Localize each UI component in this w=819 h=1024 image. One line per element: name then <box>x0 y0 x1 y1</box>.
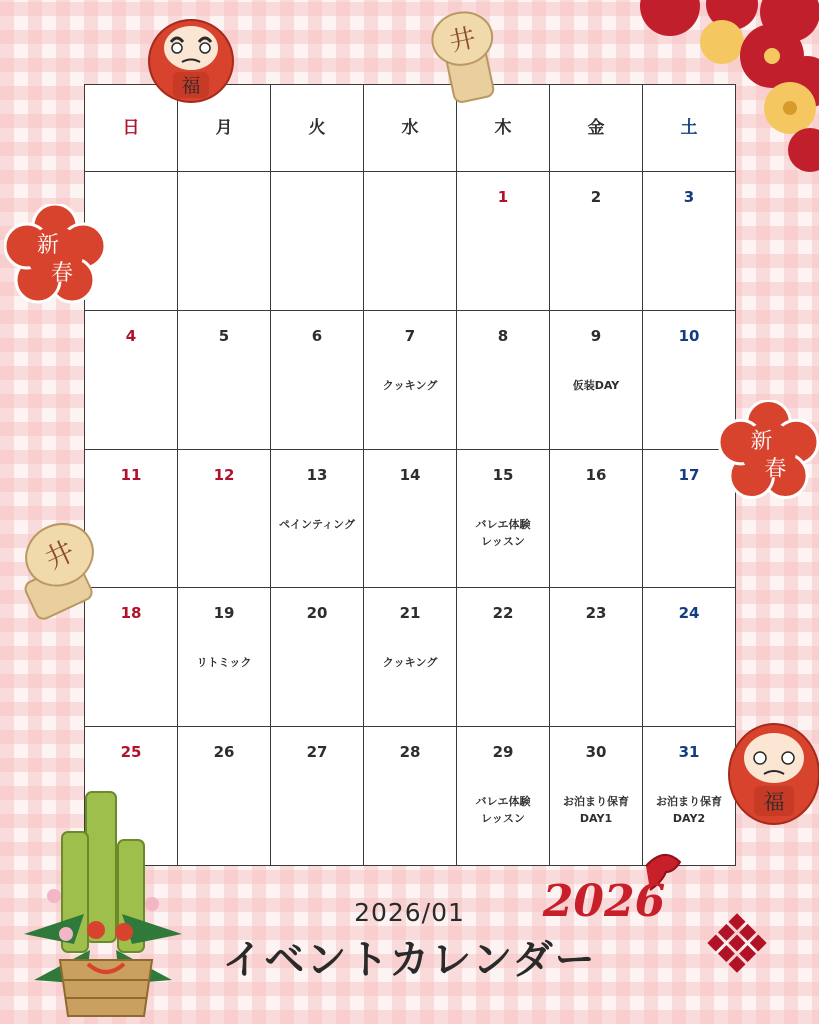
svg-text:新: 新 <box>750 429 773 455</box>
day-cell <box>178 311 271 450</box>
day-number: 3 <box>683 188 695 206</box>
event-label: クッキング <box>382 656 438 670</box>
shinshun-badge-icon <box>718 400 819 500</box>
day-number: 31 <box>678 743 700 762</box>
day-number: 24 <box>678 604 700 623</box>
day-number: 11 <box>120 465 142 484</box>
svg-text:福: 福 <box>763 790 785 814</box>
day-cell <box>550 450 643 589</box>
day-cell <box>457 450 550 589</box>
shinshun-badge-icon <box>4 204 106 304</box>
fan-decoration-icon <box>640 0 819 172</box>
event-label: ペインティング <box>279 517 355 531</box>
day-number: 6 <box>311 326 323 345</box>
day-number: 25 <box>120 743 142 762</box>
svg-text:新: 新 <box>36 233 60 258</box>
day-number: 2 <box>590 188 602 206</box>
day-cell <box>271 450 364 589</box>
weekday-header: 日 <box>85 85 178 172</box>
day-cell <box>364 450 457 589</box>
horse-2026-icon <box>534 846 692 934</box>
day-number: 30 <box>585 743 607 762</box>
day-cell <box>457 588 550 727</box>
svg-text:井: 井 <box>40 534 80 577</box>
day-number: 29 <box>492 743 514 762</box>
day-number: 22 <box>492 604 514 623</box>
event-label: リトミック <box>196 656 252 670</box>
day-number: 16 <box>585 465 607 484</box>
day-number: 9 <box>590 326 602 345</box>
day-number: 4 <box>125 326 137 345</box>
day-number: 15 <box>492 465 514 484</box>
day-number: 20 <box>306 604 328 623</box>
day-cell <box>364 311 457 450</box>
event-label: バレエ体験 レッスン <box>475 517 531 548</box>
event-label: バレエ体験 レッスン <box>475 795 531 826</box>
day-cell <box>364 588 457 727</box>
event-label: クッキング <box>382 378 438 392</box>
day-number: 19 <box>213 604 235 623</box>
svg-text:春: 春 <box>50 261 74 286</box>
calendar-grid <box>84 84 736 866</box>
day-number: 17 <box>678 465 700 484</box>
daruma-icon <box>146 12 236 104</box>
day-number: 12 <box>213 465 235 484</box>
knot-pattern-icon <box>702 908 772 978</box>
day-cell <box>643 172 736 311</box>
day-cell <box>178 588 271 727</box>
day-cell <box>550 588 643 727</box>
event-label: お泊まり保育 DAY1 <box>563 795 629 826</box>
day-cell <box>457 172 550 311</box>
day-number: 18 <box>120 604 142 623</box>
day-number: 21 <box>399 604 421 623</box>
day-number: 1 <box>497 188 509 206</box>
day-cell <box>271 311 364 450</box>
weekday-header: 水 <box>364 85 457 172</box>
day-number: 10 <box>678 326 700 345</box>
day-number: 27 <box>306 743 328 762</box>
svg-text:井: 井 <box>446 23 479 58</box>
day-number: 7 <box>404 326 416 345</box>
day-cell <box>643 588 736 727</box>
day-number: 26 <box>213 743 235 762</box>
event-label: お泊まり保育 DAY2 <box>656 795 722 826</box>
fuku-text: 福 <box>181 75 201 97</box>
weekday-header: 火 <box>271 85 364 172</box>
stamp-icon <box>424 4 510 108</box>
day-cell <box>271 727 364 866</box>
month-title: 2026/01 <box>354 898 465 927</box>
svg-text:春: 春 <box>764 456 787 482</box>
svg-text:2026: 2026 <box>542 876 666 927</box>
day-cell <box>178 172 271 311</box>
day-cell <box>271 588 364 727</box>
weekday-header: 月 <box>178 85 271 172</box>
day-cell <box>364 727 457 866</box>
day-number: 5 <box>218 326 230 345</box>
daruma-icon <box>724 718 819 826</box>
day-number: 8 <box>497 326 509 345</box>
weekday-header: 金 <box>550 85 643 172</box>
weekday-header: 土 <box>643 85 736 172</box>
day-number: 14 <box>399 465 421 484</box>
kadomatsu-icon <box>14 784 192 1024</box>
event-calendar-title: イベントカレンダー <box>222 937 597 983</box>
day-number: 28 <box>399 743 421 762</box>
stamp-icon <box>0 518 118 622</box>
day-cell <box>457 311 550 450</box>
day-cell <box>85 311 178 450</box>
day-cell <box>550 172 643 311</box>
day-cell <box>178 450 271 589</box>
event-label: 仮装DAY <box>572 378 620 392</box>
day-cell <box>271 172 364 311</box>
day-number: 13 <box>306 465 328 484</box>
day-cell <box>550 311 643 450</box>
day-number: 23 <box>585 604 607 623</box>
day-cell <box>364 172 457 311</box>
weekday-header: 木 <box>457 85 550 172</box>
